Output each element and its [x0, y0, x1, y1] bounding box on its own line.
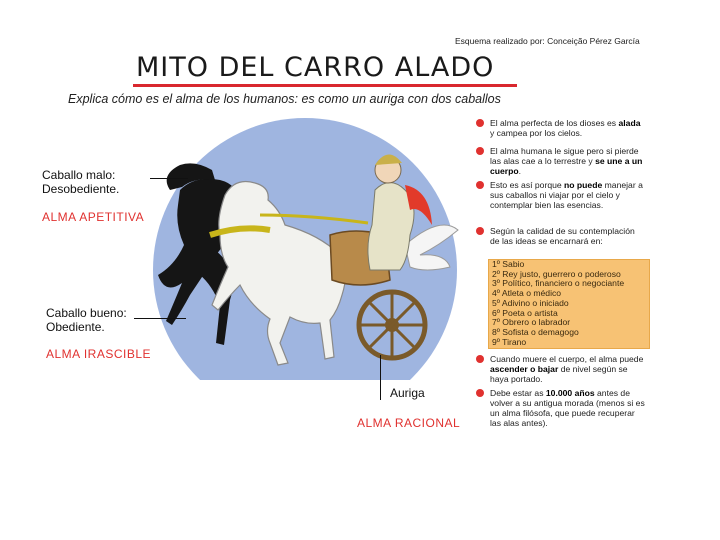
bullet-item: Cuando muere el cuerpo, el alma puede ascender o bajar de nivel según se haya portado. — [476, 354, 646, 384]
bullet-dot — [476, 227, 484, 235]
rank-item: 1º Sabio — [492, 259, 525, 269]
credit-text: Esquema realizado por: Conceição Pérez García — [455, 36, 640, 46]
page-title: MITO DEL CARRO ALADO — [136, 52, 495, 83]
rank-item: 6º Poeta o artista — [492, 307, 558, 318]
title-underline — [133, 84, 517, 87]
rank-item: 5º Adivino o iniciado — [492, 297, 569, 308]
charioteer-label: Auriga — [390, 386, 425, 400]
bad-horse-label-line2: Desobediente. — [42, 182, 120, 196]
bullet-dot — [476, 147, 484, 155]
bad-horse-label — [42, 168, 119, 196]
alma-racional: ALMA RACIONAL — [357, 416, 461, 430]
rank-item: 4º Atleta o médico — [492, 288, 562, 299]
bullet-dot — [476, 181, 484, 189]
bullet-item: El alma perfecta de los dioses es alada y campea por los cielos. — [476, 118, 646, 138]
bad-horse-label-line1: Caballo malo: — [42, 168, 116, 182]
alma-apetitiva: ALMA APETITIVA — [42, 210, 145, 224]
rank-item: 9º Tirano — [492, 336, 527, 347]
bullet-item: El alma humana le sigue pero si pierde las alas cae a lo terrestre y se une a un cuerpo. — [476, 146, 646, 176]
bad-horse-leader — [150, 178, 188, 179]
rank-item: 7º Obrero o labrador — [492, 317, 571, 328]
bullet-item: Debe estar as 10.000 años antes de volver a su antigua morada (menos si es un alma filósofa, que puede recuperar las alas antes). — [476, 388, 646, 428]
charioteer-leader — [380, 355, 381, 400]
good-horse-leader — [134, 318, 186, 319]
good-horse-label-line1: Caballo bueno: — [46, 306, 127, 320]
alma-irascible: ALMA IRASCIBLE — [46, 347, 152, 361]
good-horse-label-line2: Obediente. — [46, 320, 105, 334]
subtitle: Explica cómo es el alma de los humanos: es como un auriga con dos caballos — [68, 92, 501, 106]
bullet-dot — [476, 119, 484, 127]
bullet-item: Esto es así porque no puede manejar a sus caballos ni viajar por el cielo y contemplar bien las esencias. — [476, 180, 646, 210]
rank-item: 3º Político, financiero o negociante — [492, 278, 625, 289]
bullet-dot — [476, 389, 484, 397]
chariot-illustration — [120, 95, 460, 395]
rank-item: 8º Sofista o demagogo — [492, 326, 579, 337]
bullet-item: Según la calidad de su contemplación de las ideas se encarnará en: — [476, 226, 646, 246]
bullet-dot — [476, 355, 484, 363]
rank-item: 2º Rey justo, guerrero o poderoso — [492, 268, 621, 279]
soul-ranks-box — [488, 259, 650, 349]
good-horse-label — [46, 306, 127, 334]
